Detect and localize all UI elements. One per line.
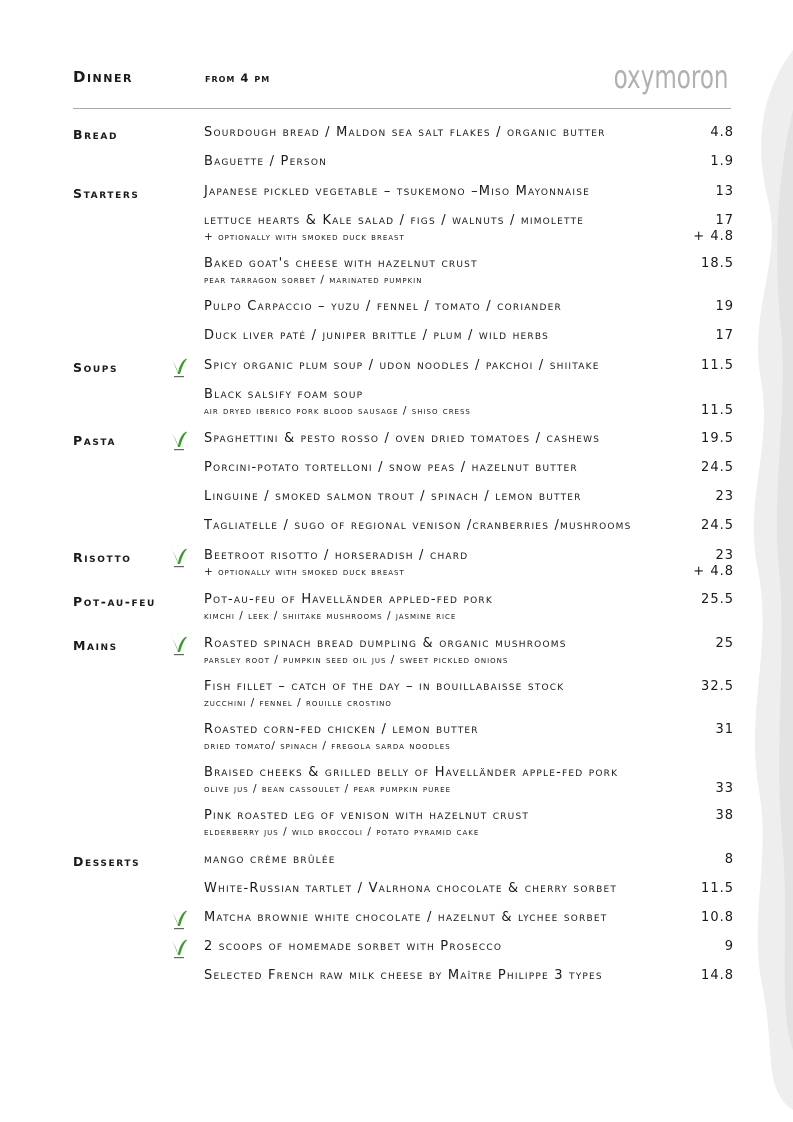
item-price: 25.5 <box>701 592 734 607</box>
item-name: Braised cheeks & grilled belly of Havelländer apple-fed pork <box>204 765 619 780</box>
menu-item <box>73 850 734 869</box>
item-name: Pink roasted leg of venison with hazelnut crust <box>204 808 530 823</box>
menu-item <box>73 254 734 287</box>
section-name: Mains <box>73 638 118 653</box>
item-description <box>204 825 734 839</box>
item-price: 11.5 <box>701 403 734 418</box>
item-price: 19 <box>715 299 734 314</box>
menu-item <box>73 546 734 579</box>
menu-item <box>73 720 734 753</box>
item-name: Japanese pickled vegetable – tsukemono –Miso Mayonnaise <box>204 184 591 199</box>
menu-item <box>73 763 734 796</box>
menu-item <box>73 152 734 171</box>
menu-section <box>73 850 734 985</box>
menu-item <box>73 937 734 956</box>
item-name: Fish fillet – catch of the day – in bouillabaisse stock <box>204 679 565 694</box>
item-price: 17 <box>715 213 734 228</box>
item-price: 1.9 <box>710 154 734 169</box>
item-price: 14.8 <box>701 968 734 983</box>
item-name: Spaghettini & pesto rosso / oven dried tomatoes / cashews <box>204 431 601 446</box>
item-name: Sourdough bread / Maldon sea salt flakes / organic butter <box>204 125 606 140</box>
item-line <box>204 297 734 316</box>
item-line <box>204 123 734 142</box>
item-description <box>204 404 734 418</box>
item-price: 23 <box>715 489 734 504</box>
menu-item <box>73 356 734 375</box>
item-description <box>204 653 734 667</box>
item-price: 4.8 <box>710 125 734 140</box>
item-name: Black salsify foam soup <box>204 387 364 402</box>
menu-item <box>73 516 734 535</box>
item-line <box>204 720 734 739</box>
menu-item <box>73 677 734 710</box>
menu-item <box>73 123 734 142</box>
item-line <box>204 634 734 653</box>
item-price: 8 <box>724 852 734 867</box>
item-name: 2 scoops of homemade sorbet with Prosecco <box>204 939 503 954</box>
decorative-brush-stroke <box>733 50 793 1110</box>
item-name: Spicy organic plum soup / udon noodles / pakchoi / shiitake <box>204 358 600 373</box>
item-description <box>204 739 734 753</box>
item-line <box>204 850 734 869</box>
item-name: Pulpo Carpaccio – yuzu / fennel / tomato / coriander <box>204 299 562 314</box>
item-line <box>204 677 734 696</box>
item-name: lettuce hearts & Kale salad / figs / walnuts / mimolette <box>204 213 585 228</box>
item-line <box>204 429 734 448</box>
menu-item <box>73 211 734 244</box>
item-line <box>204 590 734 609</box>
menu-item <box>73 385 734 418</box>
item-price: 25 <box>715 636 734 651</box>
menu-section <box>73 182 734 345</box>
item-description <box>204 230 734 244</box>
item-detail-text: zucchini / fennel / rouille crostino <box>204 697 392 709</box>
menu-section <box>73 356 734 418</box>
item-price: 10.8 <box>701 910 734 925</box>
item-line <box>204 458 734 477</box>
item-detail-text: dried tomato/ spinach / fregola sarda noodles <box>204 740 451 752</box>
item-name: Pot-au-feu of Havelländer appled-fed pork <box>204 592 493 607</box>
item-price: 11.5 <box>701 358 734 373</box>
menu-item <box>73 487 734 506</box>
item-description <box>204 273 734 287</box>
section-name: Pot-au-feu <box>73 594 156 609</box>
item-name: Baguette / Person <box>204 154 328 169</box>
menu-header <box>73 58 731 108</box>
brand-logo: oxymoron <box>614 58 729 96</box>
item-line <box>204 806 734 825</box>
item-line <box>204 182 734 201</box>
section-name: Risotto <box>73 550 132 565</box>
item-name: Matcha brownie white chocolate / hazelnut & lychee sorbet <box>204 910 608 925</box>
menu-section <box>73 123 734 171</box>
item-detail-text: parsley root / pumpkin seed oil jus / sweet pickled onions <box>204 654 509 666</box>
item-name: Beetroot risotto / horseradish / chard <box>204 548 469 563</box>
item-line <box>204 152 734 171</box>
item-line <box>204 516 734 535</box>
menu-section <box>73 590 734 623</box>
item-detail-text: kimchi / leek / shiitake mushrooms / jasmine rice <box>204 610 457 622</box>
menu-item <box>73 297 734 316</box>
section-name: Starters <box>73 186 140 201</box>
item-description <box>204 609 734 623</box>
item-line <box>204 763 734 782</box>
menu-item <box>73 326 734 345</box>
item-name: Tagliatelle / sugo of regional venison /cranberries /mushrooms <box>204 518 632 533</box>
item-price: 38 <box>715 808 734 823</box>
menu-item <box>73 458 734 477</box>
menu-section <box>73 429 734 535</box>
menu-item <box>73 966 734 985</box>
item-line <box>204 385 734 404</box>
menu-item <box>73 634 734 667</box>
item-price: 23 <box>715 548 734 563</box>
menu-item <box>73 806 734 839</box>
item-line <box>204 879 734 898</box>
item-detail-text: + optionally with smoked duck breast <box>204 231 405 243</box>
item-price: 11.5 <box>701 881 734 896</box>
item-line <box>204 966 734 985</box>
item-name: Linguine / smoked salmon trout / spinach / lemon butter <box>204 489 582 504</box>
item-price: 19.5 <box>701 431 734 446</box>
item-name: Roasted spinach bread dumpling & organic mushrooms <box>204 636 567 651</box>
item-detail-text: olive jus / bean cassoulet / pear pumpkin puree <box>204 783 451 795</box>
section-name: Bread <box>73 127 119 142</box>
item-name: White-Russian tartlet / Valrhona chocolate & cherry sorbet <box>204 881 618 896</box>
item-description <box>204 565 734 579</box>
item-price: + 4.8 <box>693 564 734 579</box>
item-price: 24.5 <box>701 460 734 475</box>
item-price: 13 <box>715 184 734 199</box>
item-description <box>204 696 734 710</box>
section-name: Soups <box>73 360 119 375</box>
item-name: Porcini-potato tortelloni / snow peas / hazelnut butter <box>204 460 578 475</box>
item-name: Selected French raw milk cheese by Maître Philippe 3 types <box>204 968 603 983</box>
menu-item <box>73 908 734 927</box>
item-detail-text: pear tarragon sorbet / marinated pumpkin <box>204 274 423 286</box>
section-name: Desserts <box>73 854 141 869</box>
item-line <box>204 356 734 375</box>
section-name: Pasta <box>73 433 117 448</box>
menu-item <box>73 590 734 623</box>
item-price: 24.5 <box>701 518 734 533</box>
item-name: Baked goat's cheese with hazelnut crust <box>204 256 478 271</box>
item-line <box>204 546 734 565</box>
item-price: 33 <box>715 781 734 796</box>
item-detail-text: + optionally with smoked duck breast <box>204 566 405 578</box>
item-detail-text: air dryed iberico pork blood sausage / shiso cress <box>204 405 471 417</box>
menu-item <box>73 429 734 448</box>
menu-subtitle: from 4 pm <box>205 71 271 85</box>
menu-section <box>73 546 734 579</box>
header-divider <box>73 108 731 109</box>
item-name: Roasted corn-fed chicken / lemon butter <box>204 722 479 737</box>
item-name: mango crème brûlée <box>204 852 336 867</box>
vegan-leaf-icon <box>169 938 189 960</box>
item-line <box>204 254 734 273</box>
item-price: 9 <box>724 939 734 954</box>
menu-list <box>73 123 734 985</box>
item-detail-text: elderberry jus / wild broccoli / potato pyramid cake <box>204 826 480 838</box>
menu-title: Dinner <box>73 68 133 86</box>
item-price: 31 <box>715 722 734 737</box>
item-line <box>204 908 734 927</box>
menu-section <box>73 634 734 839</box>
item-line <box>204 211 734 230</box>
item-price: 18.5 <box>701 256 734 271</box>
item-price: 17 <box>715 328 734 343</box>
item-price: 32.5 <box>701 679 734 694</box>
item-price: + 4.8 <box>693 229 734 244</box>
menu-item <box>73 182 734 201</box>
item-line <box>204 487 734 506</box>
item-line <box>204 937 734 956</box>
item-name: Duck liver paté / juniper brittle / plum / wild herbs <box>204 328 550 343</box>
item-description <box>204 782 734 796</box>
menu-item <box>73 879 734 898</box>
item-line <box>204 326 734 345</box>
vegan-leaf-icon <box>169 909 189 931</box>
